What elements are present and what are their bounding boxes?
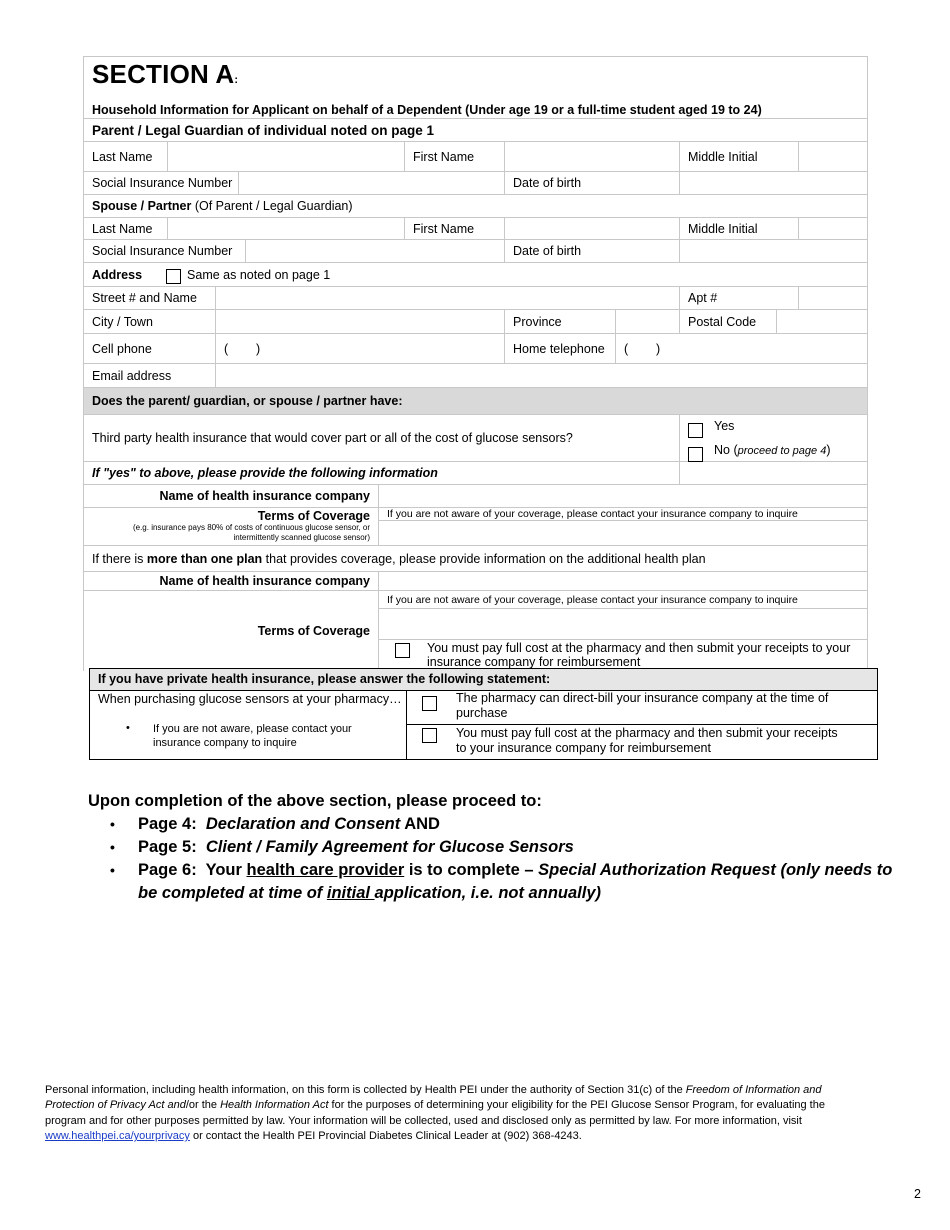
terms-label-cell <box>84 508 379 545</box>
parent-first-name-label: First Name <box>405 142 505 171</box>
more-plan-row <box>83 546 868 572</box>
coverage-heading: Does the parent/ guardian, or spouse / partner have: <box>92 394 403 408</box>
email-input[interactable] <box>216 364 867 387</box>
apt-label: Apt # <box>680 287 799 309</box>
parent-middle-initial-label: Middle Initial <box>680 142 799 171</box>
city-label: City / Town <box>84 310 216 333</box>
parent-first-name-input[interactable] <box>505 142 680 171</box>
terms-label: Terms of Coverage <box>257 509 370 523</box>
spouse-sin-row <box>83 240 868 263</box>
address-cell <box>84 263 867 286</box>
province-input[interactable] <box>616 310 680 333</box>
company2-row <box>83 572 868 591</box>
spouse-sin-input[interactable] <box>246 240 505 262</box>
bullet-dot: • <box>126 722 130 734</box>
postal-label: Postal Code <box>680 310 777 333</box>
spouse-dob-label: Date of birth <box>505 240 680 262</box>
street-label: Street # and Name <box>84 287 216 309</box>
postal-input[interactable] <box>777 310 867 333</box>
pay-full-option <box>379 640 867 670</box>
spouse-first-name-input[interactable] <box>505 218 680 239</box>
bullet-text: If you are not aware, please contact your insurance company to inquire <box>153 723 352 749</box>
city-input[interactable] <box>216 310 505 333</box>
parent-name-row <box>83 142 868 172</box>
city-row <box>83 310 868 334</box>
parent-sin-label: Social Insurance Number <box>84 172 239 194</box>
street-input[interactable] <box>216 287 680 309</box>
parent-heading-row <box>83 119 868 142</box>
email-label: Email address <box>84 364 216 387</box>
cell-label: Cell phone <box>84 334 216 363</box>
next-steps-list <box>88 813 892 905</box>
next-step-page4: • Page 4: Declaration and Consent AND <box>110 815 440 833</box>
street-row <box>83 287 868 310</box>
no-label: No (proceed to page 4) <box>714 443 831 457</box>
apt-input[interactable] <box>799 287 867 309</box>
next-steps-heading: Upon completion of the above section, please proceed to: <box>88 792 542 810</box>
province-label: Province <box>505 310 616 333</box>
yes-label: Yes <box>714 419 735 433</box>
private-insurance-box <box>89 668 878 760</box>
terms-note-1: (e.g. insurance pays 80% of costs of continuous glucose sensor, or <box>132 523 370 532</box>
next-step-page5: • Page 5: Client / Family Agreement for Glucose Sensors <box>110 838 574 856</box>
company2-label: Name of health insurance company <box>84 572 379 590</box>
pay-full-text: You must pay full cost at the pharmacy and then submit your receipts to your insurance company for reimbursement <box>427 641 851 669</box>
if-yes-heading: If "yes" to above, please provide the following information <box>84 462 680 484</box>
spouse-middle-initial-input[interactable] <box>799 218 867 239</box>
section-header <box>83 57 868 119</box>
company-label: Name of health insurance company <box>84 485 379 507</box>
terms-input-cell <box>379 508 867 545</box>
if-yes-row <box>83 462 868 485</box>
email-row <box>83 364 868 388</box>
section-title: SECTION A: <box>92 59 239 89</box>
pay-full-checkbox[interactable] <box>395 643 410 658</box>
section-subtitle: Household Information for Applicant on behalf of a Dependent (Under age 19 or a full-time student aged 19 to 24) <box>92 103 762 117</box>
company-input[interactable] <box>379 485 867 507</box>
terms-note-2: intermittently scanned glucose sensor) <box>233 533 370 542</box>
section-a-form <box>83 56 868 671</box>
terms-input[interactable] <box>379 521 867 545</box>
insurance-answer-cell <box>680 415 867 461</box>
parent-heading: Parent / Legal Guardian of individual noted on page 1 <box>92 122 435 138</box>
home-phone-input[interactable]: ( ) <box>624 341 661 356</box>
not-aware-note: If you are not aware of your coverage, please contact your insurance company to inquire <box>379 508 867 521</box>
next-step-page6: • Page 6: Your health care provider is to complete – Special Authorization Request (only needs to be completed at time of initial application, i.e. not annually) <box>110 861 893 902</box>
spouse-first-name-label: First Name <box>405 218 505 239</box>
terms2-label: Terms of Coverage <box>84 591 379 671</box>
phone-row <box>83 334 868 364</box>
parent-sin-input[interactable] <box>239 172 505 194</box>
pay-full-private-checkbox[interactable] <box>422 728 437 743</box>
spouse-middle-initial-label: Middle Initial <box>680 218 799 239</box>
spouse-heading: Spouse / Partner (Of Parent / Legal Guardian) <box>92 199 353 213</box>
address-label: Address <box>92 267 143 282</box>
parent-dob-input[interactable] <box>680 172 867 194</box>
spouse-last-name-label: Last Name <box>84 218 168 239</box>
same-address-label: Same as noted on page 1 <box>187 267 331 282</box>
next-steps <box>88 790 892 905</box>
terms-row <box>83 508 868 546</box>
if-yes-blank <box>680 462 867 484</box>
company2-input[interactable] <box>379 572 867 590</box>
more-plan-text: If there is more than one plan that provides coverage, please provide information on the additional health plan <box>92 551 706 566</box>
company-row <box>83 485 868 508</box>
spouse-heading-row <box>83 195 868 218</box>
cell-input[interactable]: ( ) <box>216 334 505 363</box>
address-row <box>83 263 868 287</box>
parent-sin-row <box>83 172 868 195</box>
terms2-input-cell <box>379 591 867 671</box>
terms2-input[interactable] <box>379 609 867 640</box>
parent-dob-label: Date of birth <box>505 172 680 194</box>
pay-full-private-text: You must pay full cost at the pharmacy and then submit your receipts to your insurance company for reimbursement <box>456 726 838 755</box>
spouse-dob-input[interactable] <box>680 240 867 262</box>
spouse-last-name-input[interactable] <box>168 218 405 239</box>
yes-checkbox[interactable] <box>688 423 703 438</box>
direct-bill-text: The pharmacy can direct-bill your insurance company at the time of purchase <box>456 691 829 720</box>
not-aware-note-2: If you are not aware of your coverage, please contact your insurance company to inquire <box>379 591 867 609</box>
spouse-sin-label: Social Insurance Number <box>84 240 246 262</box>
home-phone-label: Home telephone <box>505 334 616 363</box>
spouse-name-row <box>83 218 868 240</box>
parent-middle-initial-input[interactable] <box>799 142 867 171</box>
terms2-row <box>83 591 868 671</box>
parent-last-name-input[interactable] <box>168 142 405 171</box>
private-insurance-heading: If you have private health insurance, please answer the following statement: <box>90 669 877 691</box>
same-address-checkbox[interactable] <box>166 269 181 284</box>
insurance-question: Third party health insurance that would cover part or all of the cost of glucose sensors? <box>84 415 680 461</box>
privacy-link[interactable]: www.healthpei.ca/yourprivacy <box>45 1130 190 1143</box>
insurance-question-row <box>83 415 868 462</box>
direct-bill-checkbox[interactable] <box>422 696 437 711</box>
parent-last-name-label: Last Name <box>84 142 168 171</box>
privacy-footer: Personal information, including health information, on this form is collected by Health PEI under the authority of Section 31(c) of the Freedom of Information and Protection of Privacy Act and/or the Health Information Act for the purposes of determining your eligibility for the PEI Glucose Sensor Program, for evaluating the program and for other purposes permitted by law. Your information will be collected, used and disclosed only as permitted by law. For more information, visit www.healthpei.ca/yourprivacy or contact the Health PEI Provincial Diabetes Clinical Leader at (902) 368-4243. <box>45 1084 825 1143</box>
coverage-heading-row <box>83 388 868 415</box>
no-checkbox[interactable] <box>688 447 703 462</box>
page-number: 2 <box>914 1187 921 1201</box>
when-purchasing: When purchasing glucose sensors at your pharmacy… <box>98 692 402 706</box>
